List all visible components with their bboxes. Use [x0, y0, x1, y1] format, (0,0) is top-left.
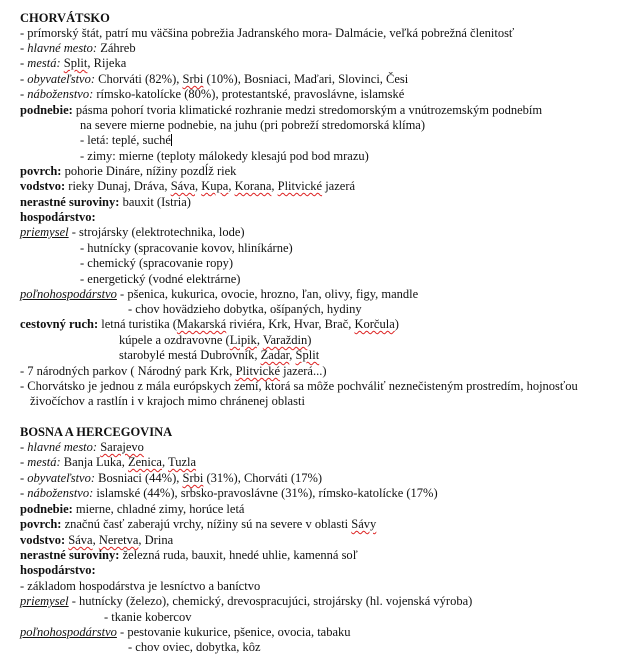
- croatia-industry-line4: - energetický (vodné elektrárne): [80, 272, 241, 286]
- separator: ,: [256, 333, 263, 347]
- value: - letá: teplé, suché: [80, 133, 171, 147]
- spellcheck-word: Plitvické: [235, 364, 281, 378]
- bosnia-cities: [20, 455, 196, 470]
- bosnia-climate: [20, 502, 244, 517]
- label: poľnohospodárstvo: [20, 287, 117, 301]
- bosnia-agriculture: [20, 625, 351, 640]
- croatia-environment-line2: živočíchov a rastlín i v krajoch mimo chránenej oblasti: [30, 394, 305, 408]
- dash: -: [20, 87, 28, 101]
- croatia-overview: - prímorský štát, patrí mu väčšina pobrežia Jadranského mora- Dalmácie, veľká pobrežná členitosť: [20, 26, 515, 40]
- spellcheck-word: Sáva: [170, 179, 195, 193]
- spellcheck-word: Sávy: [351, 517, 377, 531]
- spellcheck-word: Plitvické: [277, 179, 323, 193]
- croatia-capital: [20, 41, 136, 56]
- croatia-agriculture-line2: - chov hovädzieho dobytka, ošípaných, hydiny: [128, 302, 362, 316]
- section-title-bosnia: BOSNA A HERCEGOVINA: [20, 425, 173, 439]
- spellcheck-word: Korčula: [354, 317, 395, 331]
- label: priemysel: [20, 225, 69, 239]
- spellcheck-word: Zadar: [260, 348, 290, 362]
- value: Bosniaci (44%),: [95, 471, 183, 485]
- spellcheck-word: Kupa: [201, 179, 229, 193]
- bosnia-religion: [20, 486, 438, 501]
- value: Chorváti (82%),: [95, 72, 183, 86]
- value: mierne, chladné zimy, horúce letá: [72, 502, 245, 516]
- separator: ,: [271, 179, 278, 193]
- label: hlavné mesto:: [27, 440, 98, 454]
- label: povrch:: [20, 164, 62, 178]
- dash: -: [20, 440, 28, 454]
- label: hlavné mesto:: [27, 41, 98, 55]
- separator: ,: [161, 455, 169, 469]
- croatia-climate-line2: na severe mierne podnebie, na juhu (pri pobreží stredomorská klíma): [80, 118, 426, 132]
- croatia-climate-line4: - zimy: mierne (teploty málokedy klesajú pod bod mrazu): [80, 149, 369, 163]
- bosnia-surface: [20, 517, 376, 532]
- croatia-tourism-line3: [119, 348, 319, 363]
- value: (31%), Chorváti (17%): [203, 471, 323, 485]
- value: - pestovanie kukurice, pšenice, ovocia, tabaku: [116, 625, 351, 639]
- value: starobylé mestá Dubrovník,: [119, 348, 261, 362]
- spellcheck-word: Tuzla: [168, 455, 197, 469]
- bosnia-agriculture-line2: - chov oviec, dobytka, kôz: [128, 640, 261, 654]
- spellcheck-word: Srbi: [182, 72, 204, 86]
- value: , Drina: [138, 533, 174, 547]
- label: podnebie:: [20, 502, 73, 516]
- label: podnebie:: [20, 103, 73, 117]
- value: riviéra, Krk, Hvar, Brač,: [226, 317, 355, 331]
- croatia-water: [20, 179, 355, 194]
- croatia-environment: - Chorvátsko je jednou z mála európskych zemí, ktorá sa môže pochváliť neznečisteným prostredím, hojnosťou: [20, 379, 578, 393]
- value: - 7 národných parkov ( Národný park Krk,: [20, 364, 236, 378]
- dash: -: [20, 72, 28, 86]
- value: ): [394, 317, 399, 331]
- value: islamské (44%), srbsko-pravoslávne (31%), rímsko-katolícke (17%): [93, 486, 438, 500]
- label: mestá:: [27, 56, 61, 70]
- spellcheck-word: Korana: [234, 179, 272, 193]
- value: ): [307, 333, 312, 347]
- value: letná turistika (: [98, 317, 177, 331]
- label: cestovný ruch:: [20, 317, 99, 331]
- value: jazerá...): [280, 364, 327, 378]
- croatia-industry: [20, 225, 245, 240]
- spellcheck-word: Makarská: [176, 317, 227, 331]
- dash: -: [20, 56, 28, 70]
- croatia-surface: [20, 164, 236, 179]
- value: jazerá: [322, 179, 356, 193]
- croatia-climate-line3: [80, 133, 172, 148]
- label: obyvateľstvo:: [27, 471, 96, 485]
- croatia-agriculture: [20, 287, 418, 302]
- value: rímsko-katolícke (80%), protestantské, pravoslávne, islamské: [93, 87, 405, 101]
- separator: ,: [228, 179, 235, 193]
- label: obyvateľstvo:: [27, 72, 96, 86]
- bosnia-minerals: [20, 548, 358, 563]
- label: nerastné suroviny:: [20, 548, 120, 562]
- croatia-religion: [20, 87, 404, 102]
- value: pohorie Dináre, nížiny pozdĺž riek: [61, 164, 237, 178]
- spellcheck-word: Lipik: [229, 333, 257, 347]
- croatia-economy-heading: hospodárstvo:: [20, 210, 96, 224]
- croatia-national-parks: [20, 364, 327, 379]
- value: značnú časť zaberajú vrchy, nížiny sú na severe v oblasti: [61, 517, 352, 531]
- value: (10%), Bosniaci, Maďari, Slovinci, Česi: [203, 72, 409, 86]
- label: nerastné suroviny:: [20, 195, 120, 209]
- spellcheck-word: Sáva: [68, 533, 93, 547]
- bosnia-economy-heading: hospodárstvo:: [20, 563, 96, 577]
- separator: ,: [92, 533, 99, 547]
- label: poľnohospodárstvo: [20, 625, 117, 639]
- croatia-industry-line2: - hutnícky (spracovanie kovov, hliníkárne): [80, 241, 293, 255]
- value: kúpele a ozdravovne (: [119, 333, 230, 347]
- label: náboženstvo:: [27, 486, 94, 500]
- value: bauxit (Istria): [119, 195, 191, 209]
- value: - strojársky (elektrotechnika, lode): [68, 225, 245, 239]
- spellcheck-word: Sarajevo: [100, 440, 144, 454]
- value: - hutnícky (železo), chemický, drevospracujúci, strojársky (hl. vojenská výroba): [68, 594, 473, 608]
- bosnia-population: [20, 471, 322, 486]
- separator: ,: [289, 348, 296, 362]
- value: železná ruda, bauxit, hnedé uhlie, kamenná soľ: [119, 548, 358, 562]
- dash: -: [20, 486, 28, 500]
- croatia-minerals: [20, 195, 191, 210]
- croatia-tourism-line2: [119, 333, 311, 348]
- croatia-industry-line3: - chemický (spracovanie ropy): [80, 256, 234, 270]
- label: mestá:: [27, 455, 61, 469]
- spellcheck-word: Zenica: [127, 455, 162, 469]
- spellcheck-word: Split: [295, 348, 320, 362]
- spellcheck-word: Neretva: [98, 533, 139, 547]
- spellcheck-word: Varaždin: [262, 333, 308, 347]
- value: rieky Dunaj, Dráva,: [65, 179, 171, 193]
- spellcheck-word: Srbi: [182, 471, 204, 485]
- value: Záhreb: [97, 41, 136, 55]
- label: vodstvo:: [20, 179, 66, 193]
- bosnia-water: [20, 533, 173, 548]
- spellcheck-word: Split: [63, 56, 88, 70]
- croatia-population: [20, 72, 408, 87]
- bosnia-capital: [20, 440, 144, 455]
- croatia-climate: [20, 103, 542, 118]
- bosnia-industry: [20, 594, 472, 609]
- dash: -: [20, 471, 28, 485]
- value: Banja Luka,: [60, 455, 128, 469]
- croatia-tourism: [20, 317, 399, 332]
- section-title-croatia: CHORVÁTSKO: [20, 11, 110, 25]
- dash: -: [20, 455, 28, 469]
- dash: -: [20, 41, 28, 55]
- bosnia-industry-line2: - tkanie kobercov: [104, 610, 192, 624]
- label: náboženstvo:: [27, 87, 94, 101]
- value: pásma pohorí tvoria klimatické rozhranie medzi stredomorským a vnútrozemským podnebím: [72, 103, 543, 117]
- bosnia-economy-basis: - základom hospodárstva je lesníctvo a baníctvo: [20, 579, 261, 593]
- label: povrch:: [20, 517, 62, 531]
- label: priemysel: [20, 594, 69, 608]
- label: vodstvo:: [20, 533, 66, 547]
- value: - pšenica, kukurica, ovocie, hrozno, ľan, olivy, figy, mandle: [116, 287, 419, 301]
- text-cursor: [171, 134, 172, 146]
- value: , Rijeka: [87, 56, 127, 70]
- separator: ,: [195, 179, 202, 193]
- croatia-cities: [20, 56, 126, 71]
